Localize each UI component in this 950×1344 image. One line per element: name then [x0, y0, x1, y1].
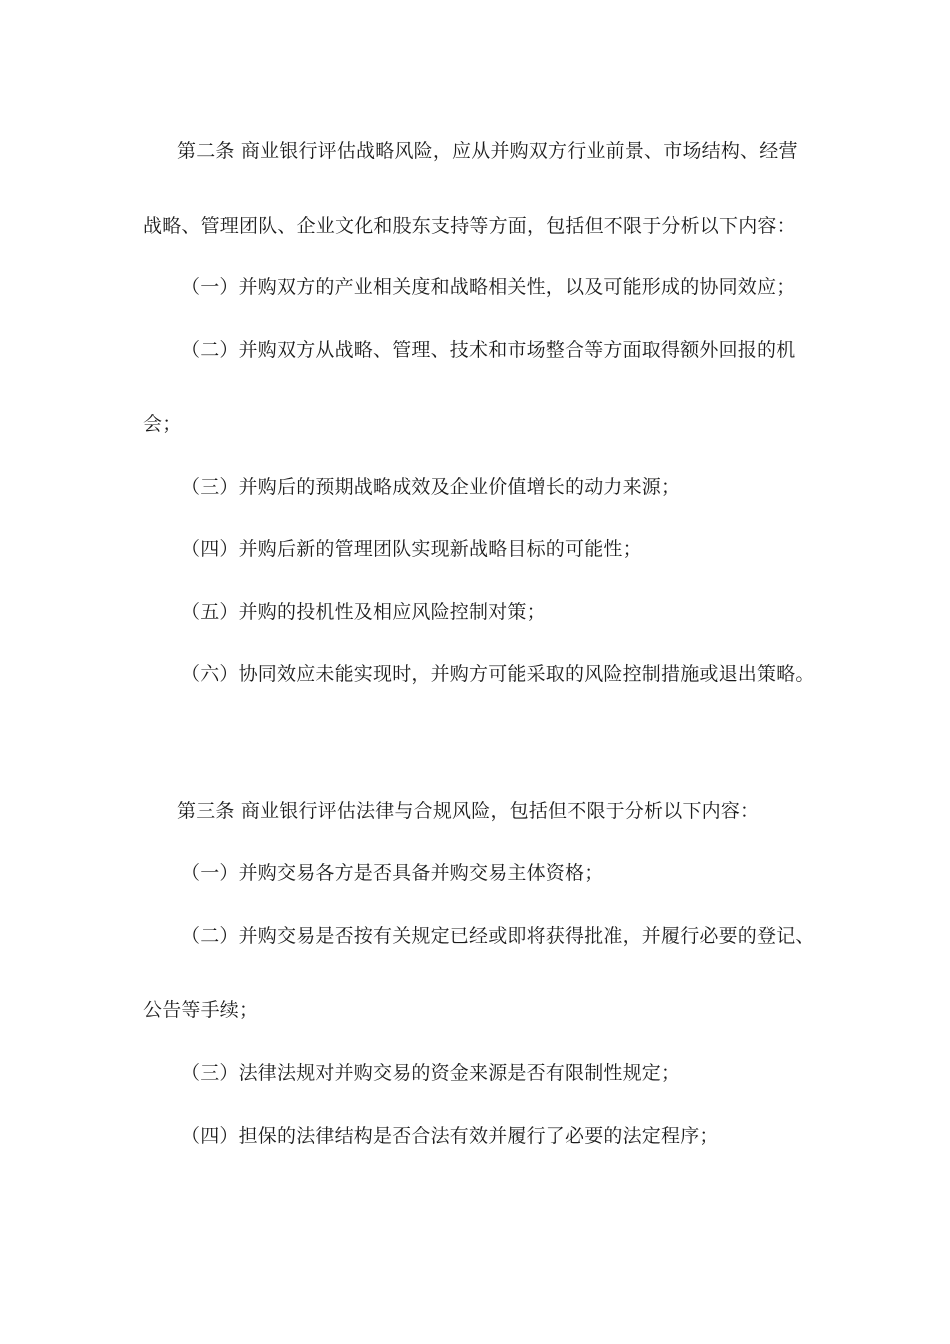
article2-heading-line2: 战略、管理团队、企业文化和股东支持等方面，包括但不限于分析以下内容： — [143, 215, 796, 237]
article3-heading: 第三条 商业银行评估法律与合规风险，包括但不限于分析以下内容： — [177, 800, 760, 822]
article2-item-6: （六）协同效应未能实现时，并购方可能采取的风险控制措施或退出策略。 — [181, 663, 815, 685]
article3-item-2-line2: 公告等手续； — [143, 999, 259, 1021]
article3-item-2-line1: （二）并购交易是否按有关规定已经或即将获得批准，并履行必要的登记、 — [181, 925, 815, 947]
article2-item-4: （四）并购后新的管理团队实现新战略目标的可能性； — [181, 538, 642, 560]
article3-item-3: （三）法律法规对并购交易的资金来源是否有限制性规定； — [181, 1062, 681, 1084]
article2-item-5: （五）并购的投机性及相应风险控制对策； — [181, 601, 546, 623]
article2-item-1: （一）并购双方的产业相关度和战略相关性，以及可能形成的协同效应； — [181, 276, 796, 298]
article3-item-1: （一）并购交易各方是否具备并购交易主体资格； — [181, 862, 604, 884]
article2-item-3: （三）并购后的预期战略成效及企业价值增长的动力来源； — [181, 476, 681, 498]
article3-item-4: （四）担保的法律结构是否合法有效并履行了必要的法定程序； — [181, 1125, 719, 1147]
article2-item-2-line2: 会； — [143, 413, 182, 435]
article2-heading-line1: 第二条 商业银行评估战略风险，应从并购双方行业前景、市场结构、经营 — [177, 140, 798, 162]
article2-item-2-line1: （二）并购双方从战略、管理、技术和市场整合等方面取得额外回报的机 — [181, 339, 796, 361]
